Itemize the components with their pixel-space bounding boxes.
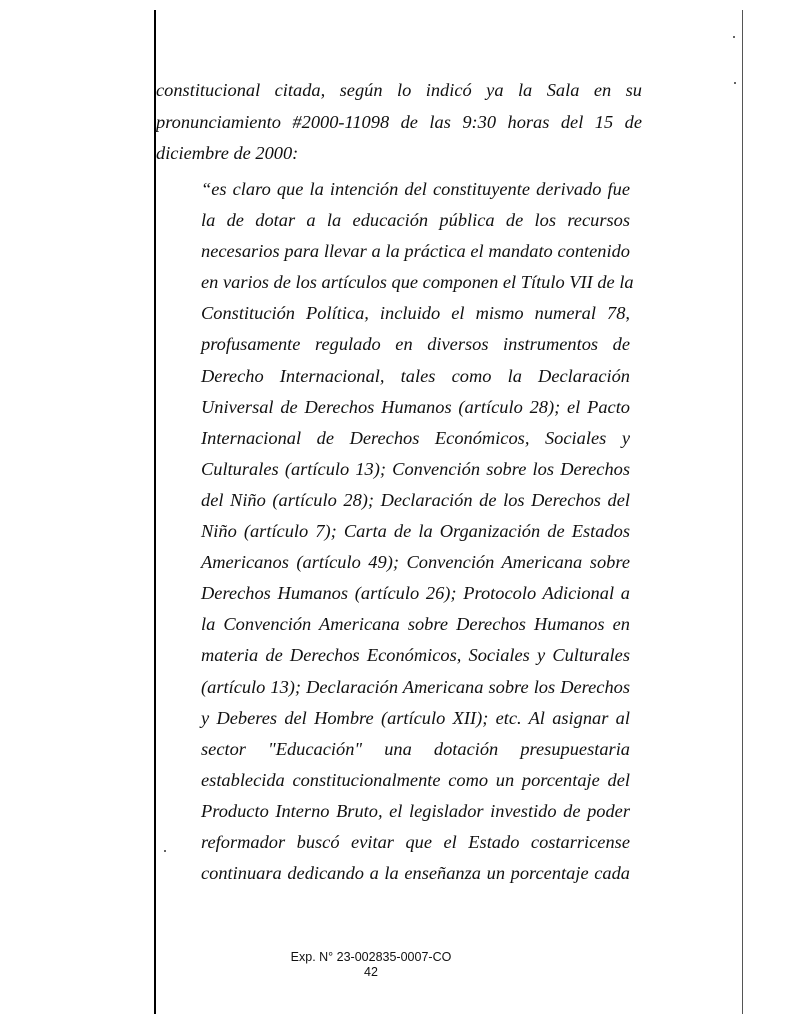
page-footer xyxy=(156,950,586,980)
quote-line: Internacional de Derechos Económicos, Sociales y xyxy=(201,427,630,448)
quote-line: en varios de los artículos que componen el Título VII de la xyxy=(201,272,634,293)
expediente-number: Exp. N° 23-002835-0007-CO xyxy=(290,950,452,964)
intro-paragraph xyxy=(156,75,642,170)
quote-line: Americanos (artículo 49); Convención Americana sobre xyxy=(201,552,630,573)
quote-line: materia de Derechos Económicos, Sociales y Culturales xyxy=(201,645,630,666)
quote-line: Derechos Humanos (artículo 26); Protocolo Adicional a xyxy=(201,583,630,604)
block-quote xyxy=(201,174,634,889)
quote-line: sector "Educación" una dotación presupuestaria xyxy=(201,738,630,759)
quote-line: Derecho Internacional, tales como la Declaración xyxy=(201,365,630,386)
quote-line: y Deberes del Hombre (artículo XII); etc. Al asignar al xyxy=(201,707,630,728)
quote-line: Universal de Derechos Humanos (artículo 28); el Pacto xyxy=(201,396,630,417)
scan-speck xyxy=(164,850,166,852)
quote-line: establecida constitucionalmente como un porcentaje del xyxy=(201,769,630,790)
text-line: pronunciamiento #2000-11098 de las 9:30 horas del 15 de xyxy=(156,111,642,132)
quote-line: Niño (artículo 7); Carta de la Organización de Estados xyxy=(201,521,630,542)
quote-line: la de dotar a la educación pública de los recursos xyxy=(201,210,630,231)
quote-line: del Niño (artículo 28); Declaración de los Derechos del xyxy=(201,489,630,510)
quote-line: continuara dedicando a la enseñanza un porcentaje cada xyxy=(201,863,630,884)
text-line: constitucional citada, según lo indicó ya la Sala en su xyxy=(156,80,642,100)
quote-line: Constitución Política, incluido el mismo numeral 78, xyxy=(201,303,630,324)
quote-line: Producto Interno Bruto, el legislador investido de poder xyxy=(201,800,630,821)
scan-speck xyxy=(733,36,735,38)
page-number: 42 xyxy=(364,965,378,979)
quote-line: “es claro que la intención del constituyente derivado fue xyxy=(201,179,630,199)
text-line: diciembre de 2000: xyxy=(156,143,299,163)
scan-speck xyxy=(734,82,736,84)
quote-line: reformador buscó evitar que el Estado costarricense xyxy=(201,831,630,852)
quote-line: la Convención Americana sobre Derechos Humanos en xyxy=(201,614,630,635)
quote-line: Culturales (artículo 13); Convención sobre los Derechos xyxy=(201,458,630,479)
quote-line: necesarios para llevar a la práctica el mandato contenido xyxy=(201,241,630,262)
quote-line: profusamente regulado en diversos instrumentos de xyxy=(201,334,630,355)
right-margin-rule xyxy=(742,10,743,1014)
quote-line: (artículo 13); Declaración Americana sobre los Derechos xyxy=(201,676,630,697)
